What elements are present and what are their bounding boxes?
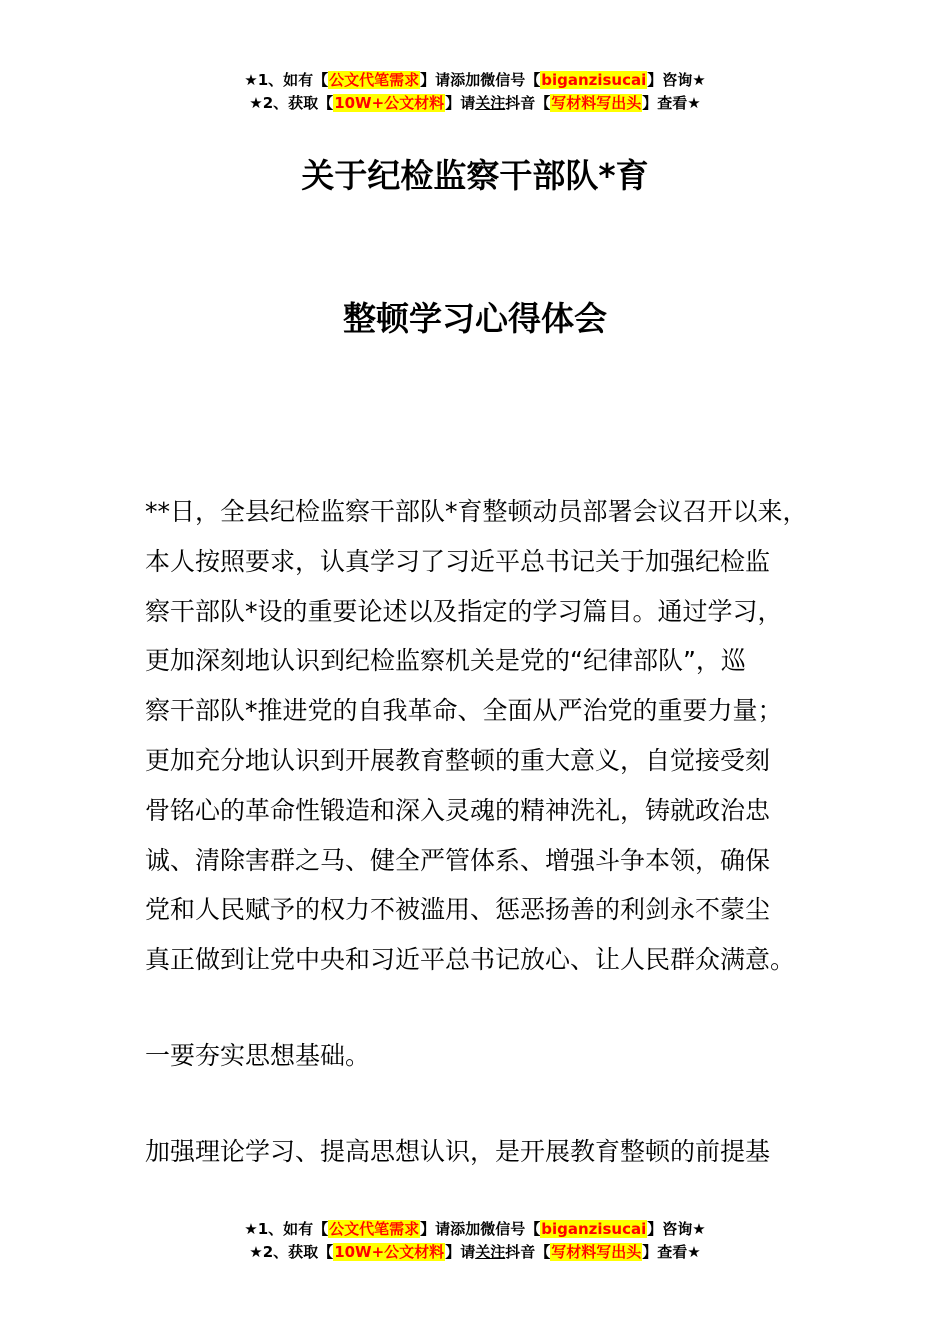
document-title-line-1: 关于纪检监察干部队*育 [301, 156, 649, 195]
paragraph-line: 骨铭心的革命性锻造和深入灵魂的精神洗礼，铸就政治忠 [145, 795, 771, 825]
promo-highlight-wechat: biganzisucai [541, 1220, 647, 1238]
body-paragraph-1 [145, 487, 835, 985]
promo-text: ★1、如有【 [244, 71, 329, 89]
document-title-line-2: 整顿学习心得体会 [343, 299, 607, 338]
promo-text: 】请添 [420, 71, 466, 89]
promo-text: 】请 [445, 1243, 476, 1261]
promo-text: 抖音【 [505, 94, 551, 112]
promo-text: 关注 [475, 1243, 506, 1261]
paragraph-line: 真正做到让党中央和习近平总书记放心、让人民群众满意。 [145, 945, 796, 975]
promo-highlight-wechat: biganzisucai [541, 71, 647, 89]
header-promo-banner [0, 69, 950, 115]
paragraph-line: 本人按照要求，认真学习了习近平总书记关于加强纪检监 [145, 546, 771, 576]
promo-text: ★2、获取【 [249, 1243, 334, 1261]
promo-text: 】查看★ [642, 94, 701, 112]
promo-highlight-materials: 10W+公文材料 [334, 94, 445, 112]
paragraph-line: 更加深刻地认识到纪检监察机关是党的“纪律部队”，巡 [145, 646, 746, 676]
paragraph-line: 察干部队*推进党的自我革命、全面从严治党的重要力量； [145, 696, 783, 726]
promo-text: 】请 [445, 94, 476, 112]
promo-highlight-douyin: 写材料写出头 [551, 1243, 642, 1261]
promo-highlight-douyin: 写材料写出头 [551, 94, 642, 112]
paragraph-line: **日，全县纪检监察干部队*育整顿动员部署会议召开以来， [145, 497, 808, 526]
promo-highlight-service: 公文代笔需求 [329, 1220, 420, 1238]
promo-line-1 [0, 1218, 950, 1241]
paragraph-line: 更加充分地认识到开展教育整顿的重大意义，自觉接受刻 [145, 745, 771, 775]
promo-text: 】咨询★ [647, 71, 706, 89]
promo-text: 加 [465, 71, 481, 89]
promo-text: 】咨询★ [647, 1220, 706, 1238]
promo-highlight-service: 公文代笔需求 [329, 71, 420, 89]
paragraph-line: 诚、清除害群之马、健全严管体系、增强斗争本领，确保 [145, 845, 771, 875]
paragraph-line: 察干部队*设的重要论述以及指定的学习篇目。通过学习， [145, 596, 783, 626]
promo-line-2 [0, 1241, 950, 1264]
promo-text: 微信号【 [480, 1220, 541, 1238]
promo-text: 微信号【 [480, 71, 541, 89]
body-paragraph-2: 加强理论学习、提高思想认识，是开展教育整顿的前提基 [145, 1137, 771, 1166]
footer-promo-banner [0, 1218, 950, 1264]
promo-text: 】查看★ [642, 1243, 701, 1261]
promo-text: ★2、获取【 [249, 94, 334, 112]
promo-text: 】请添 [420, 1220, 466, 1238]
promo-text: ★1、如有【 [244, 1220, 329, 1238]
paragraph-line: 党和人民赋予的权力不被滥用、惩恶扬善的利剑永不蒙尘 [145, 895, 771, 925]
promo-text: 抖音【 [505, 1243, 551, 1261]
promo-text: 关注 [475, 94, 506, 112]
promo-line-2 [0, 92, 950, 115]
promo-line-1 [0, 69, 950, 92]
section-heading-1: 一要夯实思想基础。 [145, 1041, 371, 1070]
promo-highlight-materials: 10W+公文材料 [334, 1243, 445, 1261]
promo-text: 加 [465, 1220, 481, 1238]
